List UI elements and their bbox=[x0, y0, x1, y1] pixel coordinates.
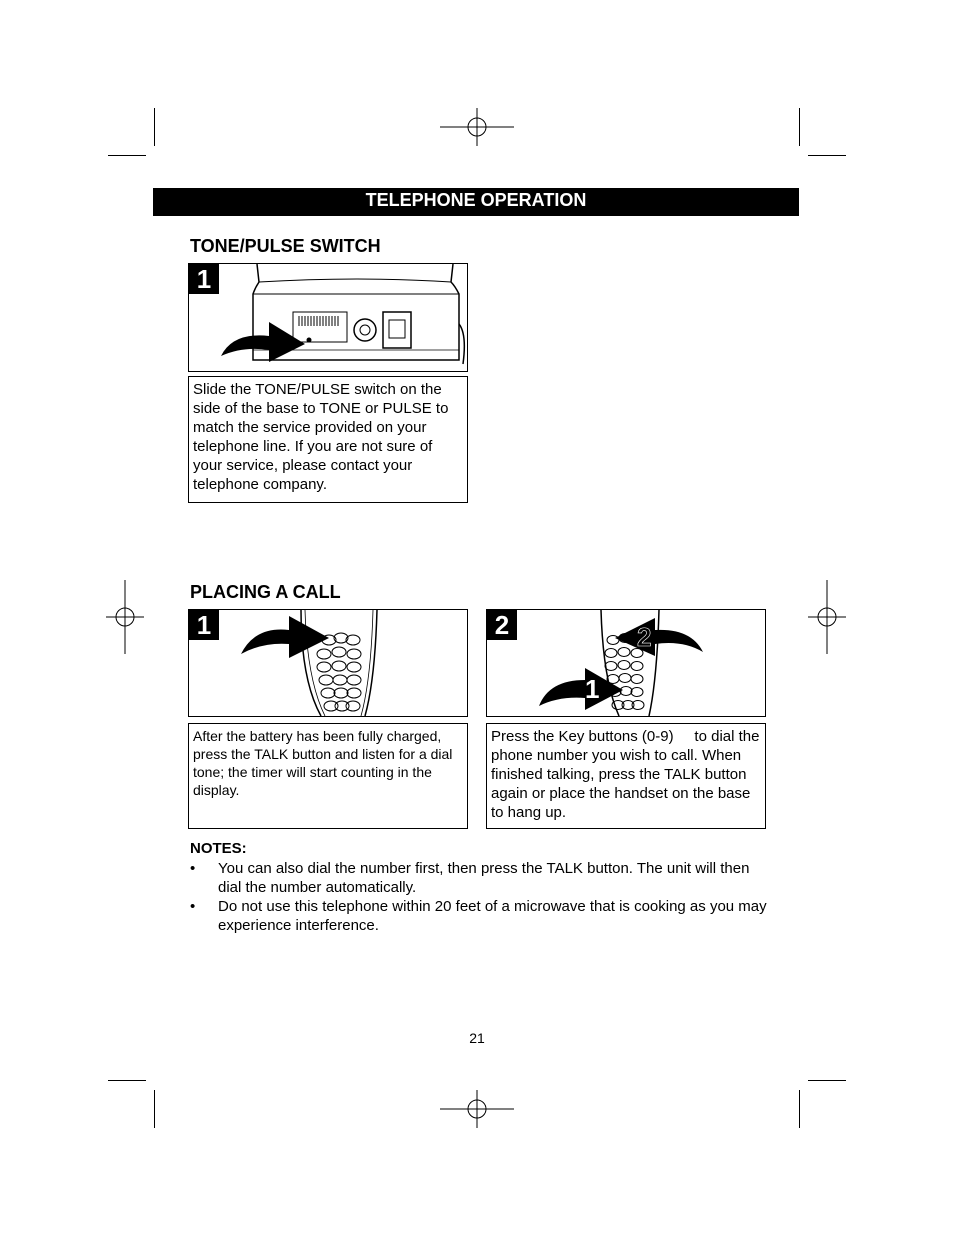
placing-call-step-1-figure bbox=[188, 609, 468, 717]
step-number-badge: 1 bbox=[189, 264, 219, 294]
placing-call-step-2-figure bbox=[486, 609, 766, 717]
registration-mark-bottom-icon bbox=[440, 1090, 514, 1128]
notes-list bbox=[190, 859, 770, 935]
step-number-badge: 2 bbox=[487, 610, 517, 640]
note-item: • Do not use this telephone within 20 feet of a microwave that is cooking as you may experience interference. bbox=[190, 897, 770, 935]
placing-call-heading: PLACING A CALL bbox=[190, 582, 341, 602]
page-number: 21 bbox=[469, 1030, 485, 1046]
placing-call-step-1-description: After the battery has been fully charged, press the TALK button and listen for a dial tone; the timer will start counting in the display. bbox=[188, 723, 468, 829]
note-item: • You can also dial the number first, then press the TALK button. The unit will then dial the number automatically. bbox=[190, 859, 770, 897]
tone-pulse-heading: TONE/PULSE SWITCH bbox=[190, 236, 381, 256]
phone-base-side-illustration bbox=[189, 264, 467, 371]
notes-title: NOTES: bbox=[190, 840, 247, 857]
tone-pulse-figure bbox=[188, 263, 468, 372]
tone-pulse-description: Slide the TONE/PULSE switch on the side of the base to TONE or PULSE to match the service provided on your telephone line. If you are not sure of your service, please contact your telephone company. bbox=[188, 376, 468, 503]
handset-keypad-illustration bbox=[487, 610, 765, 716]
placing-call-step-2-description: Press the Key buttons (0-9) to dial the phone number you wish to call. When finished talking, press the TALK button again or place the handset on the base to hang up. bbox=[486, 723, 766, 829]
arrow-label-2: 2 bbox=[637, 622, 652, 652]
section-title: TELEPHONE OPERATION bbox=[153, 188, 799, 216]
arrow-label-1: 1 bbox=[585, 674, 600, 704]
registration-mark-right-icon bbox=[808, 580, 846, 654]
registration-mark-left-icon bbox=[106, 580, 144, 654]
step-number-badge: 1 bbox=[189, 610, 219, 640]
handset-keypad-illustration bbox=[189, 610, 467, 716]
registration-mark-top-icon bbox=[440, 108, 514, 146]
